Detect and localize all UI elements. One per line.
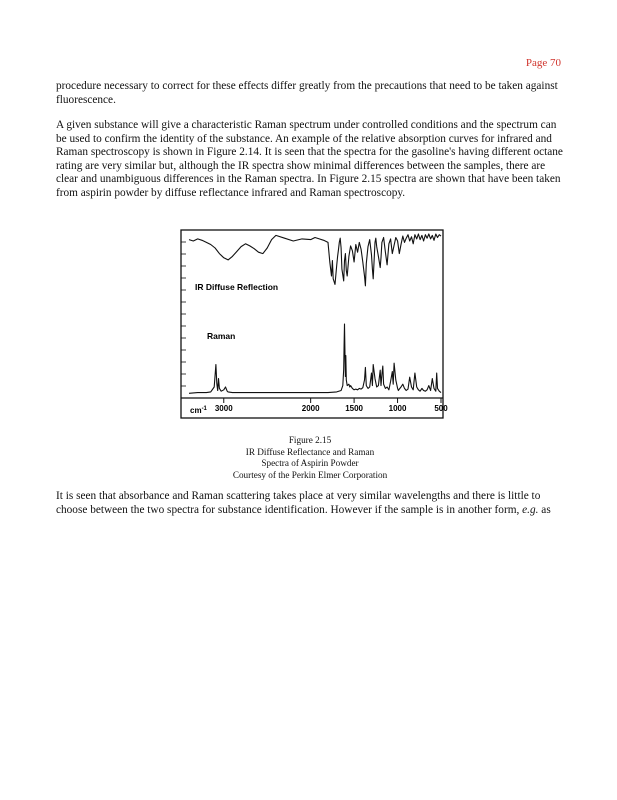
paragraph-conclusion-tail: as <box>538 503 551 516</box>
ir-series-label: IR Diffuse Reflection <box>195 282 279 292</box>
caption-figure-number: Figure 2.15 <box>288 435 332 445</box>
ir-spectrum-line <box>189 234 441 286</box>
x-tick-label: 2000 <box>301 404 320 413</box>
x-tick-label: 3000 <box>214 404 233 413</box>
caption-title: IR Diffuse Reflectance and Raman <box>245 446 375 457</box>
x-axis-unit-exponent: -1 <box>201 406 207 412</box>
page-number: Page 70 <box>525 57 561 69</box>
x-tick-label: 1500 <box>345 404 364 413</box>
x-axis-unit-text: cm <box>190 406 202 415</box>
figure-caption <box>160 435 460 481</box>
paragraph-conclusion-eg: e.g. <box>522 503 539 516</box>
x-tick-label: 1000 <box>388 404 407 413</box>
figure-spectra <box>173 228 448 424</box>
spectra-chart <box>173 228 448 424</box>
caption-subtitle: Spectra of Aspirin Powder <box>261 458 359 469</box>
paragraph-intro: procedure necessary to correct for these effects differ greatly from the precautions that need to be taken against fluorescence. <box>56 80 558 106</box>
x-axis-unit-label <box>190 406 208 415</box>
paragraph-conclusion-main: It is seen that absorbance and Raman scattering takes place at very similar wavelengths and there is little to choose between the two spectra for substance identification. However if the sample is in another form, <box>56 490 541 516</box>
paragraph-conclusion <box>56 490 564 517</box>
paragraph-raman-comparison: A given substance will give a characteristic Raman spectrum under controlled conditions and the spectrum can be used to confirm the identity of the substance. An example of the relative absorption curves for infrared and Raman spectroscopy is shown in Figure 2.14. It is seen that the spectra for the gasoline's having different octane rating are very similar but, although the IR spectra show minimal differences between the samples, there are clear and unambiguous differences in the Raman spectra. In Figure 2.15 spectra are shown that have been taken from aspirin powder by diffuse reflectance infrared and Raman spectroscopy. <box>56 119 563 199</box>
caption-credit: Courtesy of the Perkin Elmer Corporation <box>232 469 388 480</box>
raman-series-label: Raman <box>207 331 236 341</box>
x-tick-label: 500 <box>434 404 448 413</box>
